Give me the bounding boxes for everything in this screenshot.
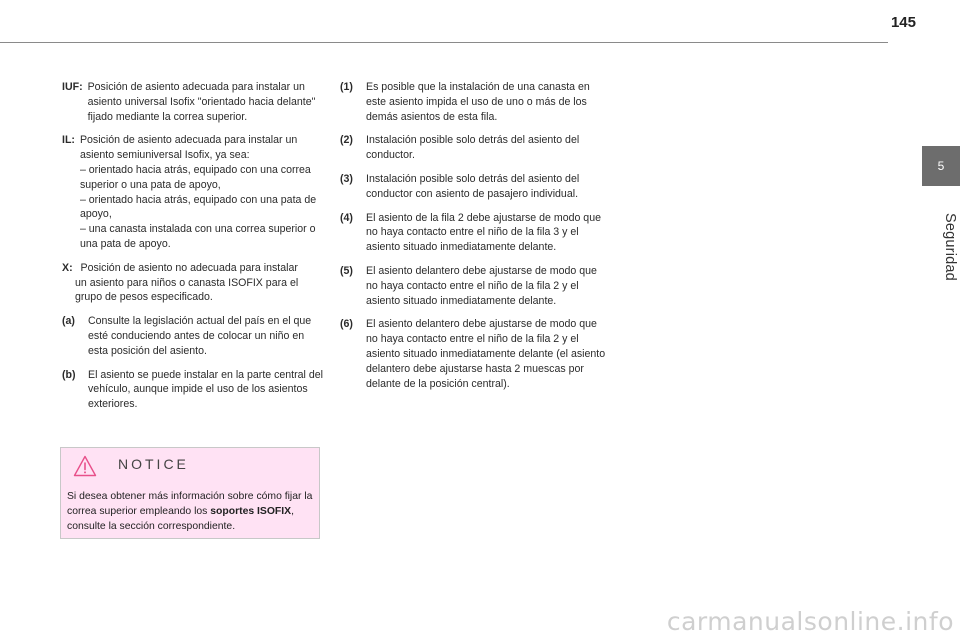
warning-icon: [73, 455, 97, 477]
definition-x: [62, 261, 324, 305]
desc-1: Es posible que la instalación de una canasta en este asiento impida el uso de uno o más de los demás asientos de esta fila.: [366, 81, 590, 123]
note-b: [62, 368, 324, 412]
term-1: (1): [340, 81, 353, 93]
term-3: (3): [340, 172, 353, 185]
term-a: (a): [62, 315, 75, 328]
note-1: [340, 80, 608, 124]
note-3: [340, 172, 608, 202]
notice-box: [60, 447, 320, 539]
right-column: [340, 80, 608, 400]
notice-title: NOTICE: [118, 456, 189, 472]
desc-6: El asiento delantero debe ajustarse de modo que no haya contacto entre el niño de la fila 2 y el asiento situado inmediatamente delante (el asiento delantero debe ajustarse hasta 2 muescas por delante de la posición central).: [366, 318, 606, 390]
term-4: (4): [340, 211, 353, 224]
chapter-tab: [922, 146, 960, 186]
definition-iuf: [62, 80, 324, 124]
note-5: [340, 264, 608, 308]
left-column: [62, 80, 324, 421]
il-item: – una canasta instalada con una correa superior o una pata de apoyo.: [79, 223, 316, 250]
notice-text: [67, 490, 317, 534]
definition-il: [62, 133, 324, 251]
term-2: (2): [340, 134, 353, 147]
term-iuf: IUF:: [62, 81, 83, 93]
desc-iuf: Posición de asiento adecuada para instalar un asiento universal Isofix "orientado hacia delante" fijado mediante la correa superior.: [87, 81, 316, 123]
note-a: [62, 314, 324, 358]
note-2: [340, 133, 608, 163]
header-rule: [0, 42, 888, 43]
watermark: carmanualsonline.info: [666, 607, 954, 636]
desc-a: Consulte la legislación actual del país en el que esté conduciendo antes de colocar un niño en esta posición del asiento.: [88, 315, 312, 357]
il-intro: Posición de asiento adecuada para instalar un asiento semiuniversal Isofix, ya sea:: [79, 134, 298, 162]
chapter-number: 5: [937, 159, 945, 173]
term-il: IL:: [62, 134, 75, 147]
term-b: (b): [62, 368, 76, 381]
desc-2: Instalación posible solo detrás del asiento del conductor.: [366, 134, 580, 162]
desc-x: Posición de asiento no adecuada para instalar: [80, 261, 298, 274]
desc-il: [80, 133, 324, 251]
chapter-label: Seguridad: [942, 213, 958, 281]
notice-text-bold: soportes ISOFIX: [210, 505, 292, 517]
il-item: – orientado hacia atrás, equipado con una pata de apoyo,: [79, 193, 317, 221]
term-6: (6): [340, 318, 353, 331]
term-5: (5): [340, 264, 353, 277]
term-x: X:: [62, 261, 73, 274]
desc-5: El asiento delantero debe ajustarse de modo que no haya contacto entre el niño de la fila 2 y el asiento situado inmediatamente delante.: [366, 264, 597, 307]
desc-4: El asiento de la fila 2 debe ajustarse de modo que no haya contacto entre el niño de la fila 3 y el asiento situado inmediatamente delante.: [366, 211, 601, 254]
il-item: – orientado hacia atrás, equipado con una correa superior o una pata de apoyo,: [79, 163, 311, 191]
page-number: 145: [890, 14, 916, 31]
desc-3: Instalación posible solo detrás del asiento del conductor con asiento de pasajero individual.: [366, 172, 580, 200]
notice-text-after: , consulte la sección correspondiente.: [67, 505, 294, 532]
note-4: [340, 211, 608, 255]
note-6: [340, 317, 608, 391]
desc-b: El asiento se puede instalar en la parte central del vehículo, aunque impide el uso de los asientos exteriores.: [88, 368, 323, 411]
notice-text-before: Si desea obtener más información sobre cómo fijar la correa superior empleando los: [67, 491, 313, 517]
desc-x-cont: un asiento para niños o canasta ISOFIX para el grupo de pesos especificado.: [75, 276, 299, 304]
